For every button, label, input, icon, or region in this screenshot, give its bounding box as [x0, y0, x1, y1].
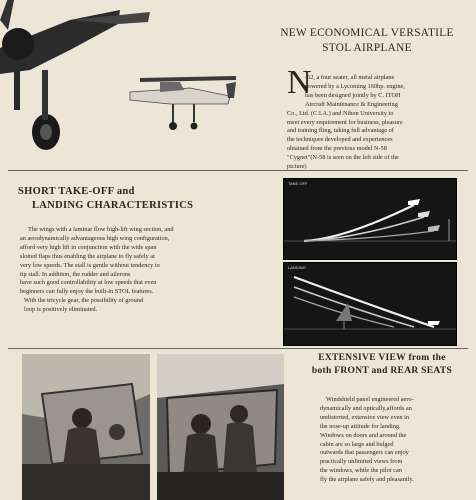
intro-line: Aircraft Maintenance & Engineering [305, 100, 398, 108]
intro-line: the techniques developed and experiences [287, 136, 393, 144]
short-takeoff-line: very low speeds. The stall is gentle without tendency to [20, 261, 160, 269]
intro-line: -62, a four seater, all metal airplane [305, 74, 395, 81]
intro-line: "Cygnet"(N-58 is seen on the left side of the [287, 154, 399, 162]
intro-line: picture) [287, 163, 307, 171]
short-takeoff-line: an aerodynamically advantageous high wing configuration, [20, 234, 170, 242]
section-divider [8, 170, 468, 171]
section-divider [8, 348, 468, 349]
intro-title-line2: STOL AIRPLANE [322, 42, 412, 54]
short-takeoff-title-line2: LANDING CHARACTERISTICS [32, 200, 194, 211]
extensive-view-line: Windows on doors and around the [320, 431, 407, 439]
takeoff-diagram-label: TAKE-OFF [288, 181, 308, 186]
short-takeoff-paragraph [20, 226, 276, 315]
front-seat-photo [22, 354, 150, 500]
short-takeoff-line: slotted flaps thus enabling the airplane to fly safely at [20, 252, 155, 260]
extensive-view-line: Windshield panel engineered aero- [326, 396, 414, 403]
short-takeoff-line: have such good controllability at low speeds that even [20, 279, 157, 287]
intro-line: powered by a Lycoming 160hp. engine, [305, 82, 405, 90]
short-takeoff-line: tip stall. In addition, the rudder and ailerons [20, 270, 131, 278]
extensive-view-line: fly the airplane safely and pleasantly. [320, 476, 414, 484]
extensive-view-line: the nose-up attitude for landing. [320, 422, 401, 430]
intro-title-line1: NEW ECONOMICAL VERSATILE [280, 27, 454, 39]
short-takeoff-line: The wings with a laminar flow high-lift wing section, and [28, 226, 174, 233]
intro-title [262, 26, 472, 56]
short-takeoff-title [18, 185, 193, 213]
short-takeoff-line: With the tricycle gear, the possibility of ground [24, 297, 144, 305]
extensive-view-title-line1: EXTENSIVE VIEW from the [318, 353, 446, 363]
extensive-view-line: cabin are so large and bulged [320, 440, 394, 448]
extensive-view-line: practically unlimited views from [320, 458, 403, 466]
intro-line: has been designed jointly by C. ITOH [305, 91, 401, 99]
landing-diagram [283, 262, 457, 346]
intro-paragraph [287, 74, 475, 172]
intro-line: Co., Ltd. (C.I.A.) and Nihon University to [287, 109, 394, 117]
airplane-photo [0, 0, 252, 160]
extensive-view-title-line2: both FRONT and REAR SEATS [311, 366, 453, 376]
extensive-view-line: undistorted, extensive view even in [320, 413, 410, 421]
short-takeoff-line: beginners can fully enjoy the built-in STOL features. [20, 288, 154, 296]
takeoff-diagram [283, 178, 457, 260]
extensive-view-paragraph [320, 396, 472, 485]
extensive-view-line: the windows, while the pilot can [320, 467, 402, 475]
intro-line: meet every requirement for business, pleasure [287, 118, 403, 126]
extensive-view-title [292, 352, 472, 378]
landing-diagram-label: LANDING [288, 265, 306, 270]
extensive-view-line: dynamically and optically,affords an [320, 404, 412, 412]
short-takeoff-title-line1: SHORT TAKE-OFF and [18, 186, 135, 197]
short-takeoff-line: afford very high lift in conjunction with the wide span [20, 243, 157, 251]
intro-line: and training fling, taking full advantage of [287, 127, 394, 135]
extensive-view-line: outwards that passengers can enjoy [320, 449, 409, 457]
rear-seat-photo [157, 354, 284, 500]
intro-line: obtained from the previous model N-58 [287, 145, 387, 153]
intro-drop-cap: N [287, 64, 312, 101]
short-takeoff-line: loop is positively eliminated. [24, 306, 98, 314]
